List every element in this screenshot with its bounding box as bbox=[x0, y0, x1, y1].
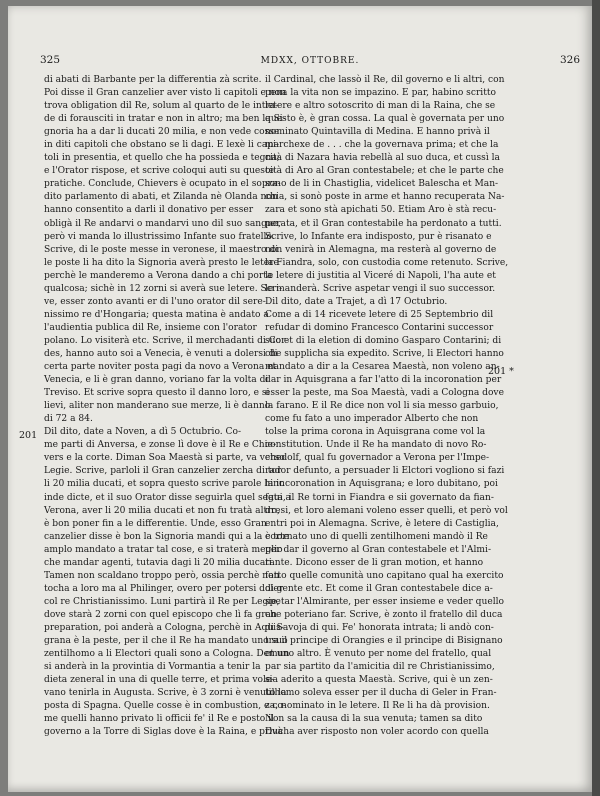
running-head bbox=[36, 54, 584, 70]
text-line: entri poi in Alemagna. Scrive, è letere di Castiglia, bbox=[265, 518, 499, 529]
text-line: il Cardinal, che lassò il Re, dil governo e li altri, con bbox=[265, 75, 505, 85]
text-line: questo è, è gran cossa. La qual è governata per uno bbox=[265, 114, 505, 125]
text-line: l'audientia publica dil Re, insieme con l'orator bbox=[44, 322, 257, 333]
text-line: col re Christianissimo. Luni partirà il Re per Legie, bbox=[44, 596, 280, 607]
running-title: MDXX, OTTOBRE. bbox=[260, 56, 360, 66]
text-line: Ducha aver risposto non voler acordo con quella bbox=[265, 727, 489, 738]
text-line: mandato a dir a la Cesarea Maestà, non voleno an- bbox=[265, 362, 500, 373]
text-line: per dar il governo al Gran contestabele et l'Almi- bbox=[265, 544, 492, 555]
text-line: dove starà 2 zorni con quel episcopo che lì fa gran bbox=[44, 609, 277, 620]
text-line: dieta zeneral in una di quelle terre, et prima vole- bbox=[44, 675, 275, 686]
text-line: però vi manda lo illustrissimo Infante suo fratello. bbox=[44, 231, 275, 242]
text-line: Dil dito, date a Noven, a dì 5 Octubrio. Co- bbox=[44, 427, 242, 438]
text-line: Dil dito, date a Trajet, a dì 17 Octubrio. bbox=[265, 296, 448, 307]
text-line: governo a la Torre di Siglas dove è la Raina, e privà bbox=[44, 727, 283, 738]
text-line: le manderà. Scrive aspetar vengi il suo successor. bbox=[265, 283, 496, 294]
text-line: pena la vita non se impazino. E par, habino scritto bbox=[265, 88, 496, 99]
text-line: Poi disse il Gran canzelier aver visto li capitoli e non bbox=[44, 88, 286, 99]
text-line: cità di Aro al Gran contestabele; et che le parte che bbox=[265, 166, 504, 177]
text-line: par sia partito da l'amicitia dil re Christianissimo, bbox=[265, 662, 495, 673]
text-line: che mandar agenti, tutavia dagi li 20 milia ducati. bbox=[44, 557, 275, 568]
text-line: non venirà in Alemagna, ma resterà al governo de bbox=[265, 244, 497, 255]
text-line: sia aderito a questa Maestà. Scrive, qui è un zen- bbox=[265, 675, 493, 686]
text-line: tra il principe di Orangies e il principe di Bisignano bbox=[265, 636, 503, 647]
text-line: la farano. E il Re dice non vol li sia messo garbuio, bbox=[265, 401, 499, 412]
text-line: le poste li ha dito la Signoria averà presto le letere bbox=[44, 257, 279, 268]
text-line: Scrive, di le poste messe in veronese, il maestro di bbox=[44, 244, 279, 255]
text-line: e l'Orator rispose, et scrive coloqui auti su queste bbox=[44, 166, 275, 177]
text-line: toli in presentia, et quello che ha possieda e tegna; bbox=[44, 153, 280, 164]
text-line: dresi, et loro alemani voleno esser quelli, et però vol bbox=[265, 505, 508, 516]
page-number-left: 325 bbox=[40, 54, 61, 66]
text-line: suo et di la eletion di domino Gasparo Contarini; di bbox=[265, 335, 502, 346]
text-line: vano tenirla in Augusta. Scrive, è 3 zorni è venuto la bbox=[44, 688, 287, 699]
text-line: di abati di Barbante per la differentia zà scrite. bbox=[44, 75, 262, 85]
text-line: zentilhomo a li Electori quali sono a Cologna. Demun bbox=[44, 649, 290, 660]
text-line: de di forausciti in tratar e non in altro; ma ben la Si- bbox=[44, 114, 286, 125]
text-line: fatto quelle comunità uno capitano qual ha exercito bbox=[265, 570, 504, 581]
text-line: si anderà in la provintia di Vormantia a tenir la bbox=[44, 662, 261, 673]
text-line: dar in Aquisgrana a far l'atto di la incoronation per bbox=[265, 375, 502, 386]
text-line: le letere di justitia al Viceré di Napoli, l'ha aute et bbox=[265, 270, 496, 281]
text-line: inde dicte, et il suo Orator disse seguirla quel segui a bbox=[44, 492, 291, 503]
text-line: amplo mandato a tratar tal cose, e si traterà meglio bbox=[44, 544, 283, 555]
text-line: che poteriano far. Scrive, è zonto il fratello dil duca bbox=[265, 609, 503, 620]
text-line: ve, esser zonto avanti er di l'uno orator dil sere- bbox=[44, 296, 266, 307]
text-line: esser la peste, ma Soa Maestà, vadi a Cologna dove bbox=[265, 388, 504, 399]
text-line: me quelli hanno privato li officii fe' il Re e posto il bbox=[44, 714, 274, 725]
text-line: in diti capitoli che obstano se li dagi. E lexè li capi- bbox=[44, 140, 280, 151]
text-line: tilhomo soleva esser per il ducha di Geler in Fran- bbox=[265, 688, 497, 699]
text-line: zara et sono stà apichati 50. Etiam Aro è stà recu- bbox=[265, 205, 497, 216]
text-line: la Fiandra, solo, con custodia come retenuto. Scrive, bbox=[265, 257, 509, 268]
text-line: li 20 milia ducati, et sopra questo scrive parole hinc bbox=[44, 479, 285, 490]
text-line: canzelier disse è bon la Signoria mandi qui a la corte bbox=[44, 531, 290, 542]
text-line: Come a di 14 ricevete letere di 25 Septembrio dil bbox=[265, 309, 494, 320]
text-line: me parti di Anversa, e zonse lì dove è il Re e Chie- bbox=[44, 440, 277, 451]
text-line: tocha a loro ma al Philinger, overo per potersi doler bbox=[44, 583, 284, 594]
text-line: di Savoja di qui. Fe' honorata intrata; li andò con- bbox=[265, 622, 494, 633]
text-line: polano. Lo visiterà etc. Scrive, il merchadanti di Cor- bbox=[44, 335, 289, 346]
text-line: Treviso. Et scrive sopra questo il danno loro, e si bbox=[44, 388, 270, 399]
text-line: di gente etc. Et come il Gran contestabele dice a- bbox=[265, 583, 493, 594]
text-line: letere e altro sotoscrito di man di la Raina, che se bbox=[265, 101, 496, 112]
text-line: constitution. Unde il Re ha mandato di novo Ro- bbox=[265, 440, 487, 451]
text-line: grana è la peste, per il che il Re ha mandato uno suo bbox=[44, 636, 288, 647]
text-line: tolse la prima corona in Aquisgrana come vol la bbox=[265, 427, 486, 438]
text-line: rante. Dicono esser de li gran motion, et hanno bbox=[265, 557, 484, 568]
left-column bbox=[44, 74, 291, 739]
text-line: Scrive, lo Infante era indisposto, pur è risanato e bbox=[265, 231, 492, 242]
text-line: Tamen non scaldano troppo però, ossia perchè non bbox=[44, 570, 280, 581]
text-line: qualcosa; sichè in 12 zorni si averà sue letere. Scri- bbox=[44, 283, 283, 294]
text-line: chia, si sonò poste in arme et hanno recuperata Na- bbox=[265, 192, 505, 203]
text-line: des, hanno auto soi a Venecia, è venuti a dolersi di bbox=[44, 348, 278, 359]
text-line: posta di Spagna. Quelle cosse è in combustion, e co- bbox=[44, 701, 286, 712]
text-line: è tornato uno di quelli zentilhomeni mandò il Re bbox=[265, 531, 488, 542]
text-line: pratiche. Conclude, Chievers è ocupato in el sopra- bbox=[44, 179, 281, 190]
text-line: come fu fato a uno imperador Alberto che non bbox=[265, 414, 479, 425]
text-line: preparation, poi anderà a Cologna, perchè in Aquis- bbox=[44, 622, 284, 633]
scan-edge bbox=[592, 0, 600, 796]
text-line: chedolf, qual fu governador a Verona per l'Impe- bbox=[265, 453, 490, 464]
text-line: rador defunto, a persuader li Elctori vogliono si fazi bbox=[265, 466, 505, 477]
text-line: nominato Quintavilla di Medina. E hanno privà il bbox=[265, 127, 490, 138]
text-line: vers e la corte. Diman Soa Maestà si parte, va verso bbox=[44, 453, 285, 464]
text-line: obligà il Re andarvi o mandarvi uno dil suo sangue, bbox=[44, 218, 282, 229]
book-page bbox=[8, 6, 592, 792]
text-line: dito parlamento di abati, et Zilanda nè Olanda non bbox=[44, 192, 278, 203]
text-line: et uno altro. È venuto per nome del fratello, qual bbox=[265, 649, 492, 660]
text-line: gnoria ha a dar li ducati 20 milia, e non vede cosse bbox=[44, 127, 280, 138]
text-line: nissimo re d'Hongaria; questa matina è andato a bbox=[44, 309, 269, 320]
text-line: lievi, aliter non manderano sue merze, li è danno bbox=[44, 401, 271, 412]
text-line: è bon poner fin a le differentie. Unde, esso Gran bbox=[44, 518, 267, 529]
page-number-right: 326 bbox=[559, 54, 580, 66]
margin-note-left: 201 bbox=[19, 430, 38, 441]
text-line: Verona, aver li 20 milia ducati et non fu tratà altro, bbox=[44, 505, 280, 516]
text-line: trova obligation dil Re, solum al quarto de le intra- bbox=[44, 101, 279, 112]
text-line: che supplicha sia expedito. Scrive, li Electori hanno bbox=[265, 348, 504, 359]
text-line: cità di Nazara havia rebellà al suo duca, et cussì la bbox=[265, 153, 500, 164]
text-line: certa parte noviter posta pagi da novo a Verona et bbox=[44, 362, 277, 373]
text-line: fata, il Re torni in Fiandra e sii governato da fian- bbox=[265, 492, 494, 503]
margin-note-right: 201 * bbox=[488, 366, 514, 377]
text-line: di 72 a 84. bbox=[44, 414, 93, 425]
text-line: spetar l'Almirante, per esser insieme e veder quello bbox=[265, 596, 505, 607]
text-line: refudar di domino Francesco Contarini successor bbox=[265, 322, 494, 333]
text-line: sono de li in Chastiglia, videlicet Balescha et Man- bbox=[265, 179, 499, 190]
text-line: Non sa la causa di la sua venuta; tamen sa dito bbox=[265, 714, 483, 725]
text-line: perata, et il Gran contestabile ha perdonato a tutti. bbox=[265, 218, 502, 229]
text-line: Venecia, e li è gran danno, voriano far la volta di bbox=[44, 375, 269, 386]
text-line: marchexe de . . . che la governava prima; et che la bbox=[265, 140, 499, 151]
text-line: perchè le manderemo a Verona dando a chi porta bbox=[44, 270, 273, 281]
text-line: la incoronation in Aquisgrana; e loro dubitano, poi bbox=[265, 479, 498, 490]
text-line: za, nominato in le letere. Il Re li ha dà provision. bbox=[265, 701, 490, 712]
text-line: Legie. Scrive, parloli il Gran canzelier zercha di tor bbox=[44, 466, 282, 477]
text-line: hanno consentito a darli il donativo per esser bbox=[44, 205, 254, 216]
